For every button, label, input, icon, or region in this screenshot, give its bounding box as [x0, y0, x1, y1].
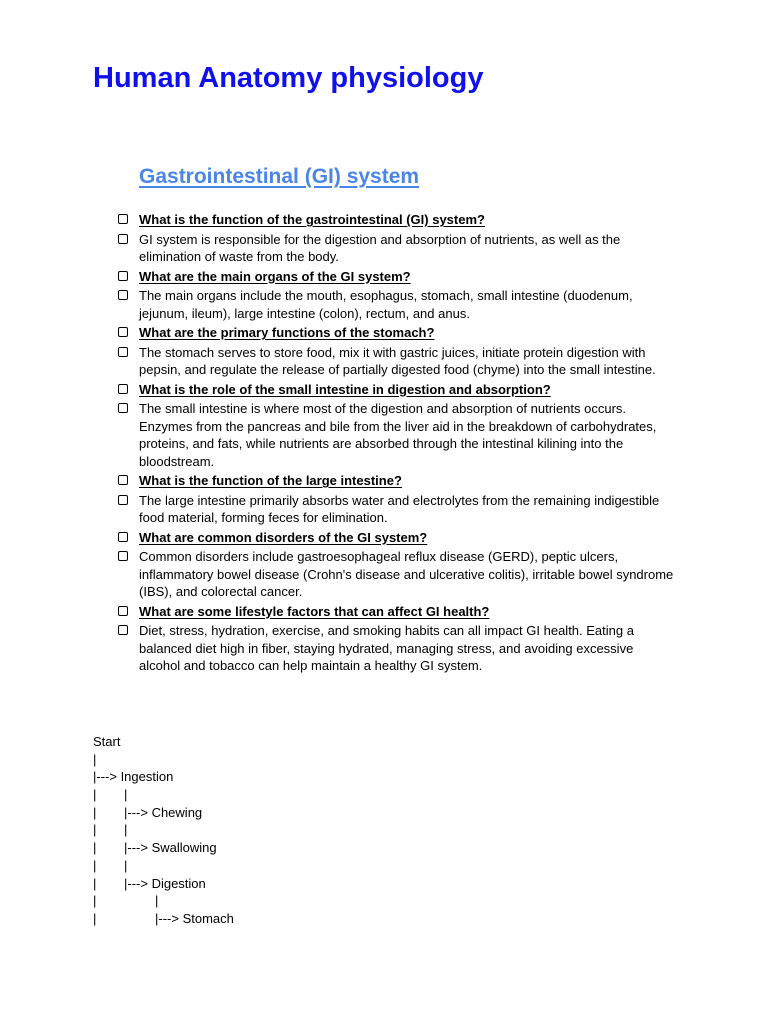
flow-step-swallowing: [93, 839, 493, 857]
checkbox-icon[interactable]: [118, 625, 128, 635]
answer-item: [118, 287, 678, 322]
question-item: [118, 268, 678, 286]
answer-text: The stomach serves to store food, mix it with gastric juices, initiate protein digestion with pepsin, and regulate the release of partially digested food (chyme) into the small intestine.: [139, 344, 656, 377]
checkbox-icon[interactable]: [118, 606, 128, 616]
answer-item: [118, 492, 678, 527]
checkbox-icon[interactable]: [118, 347, 128, 357]
flow-text: |: [93, 751, 97, 767]
flow-text: |: [124, 787, 128, 803]
question-text: What are the primary functions of the stomach?: [139, 325, 435, 340]
flow-text: |: [155, 893, 159, 909]
document-title: Human Anatomy physiology: [93, 62, 484, 94]
checkbox-icon[interactable]: [118, 403, 128, 413]
flow-text: |: [93, 822, 97, 838]
flow-step-chewing: [93, 804, 493, 822]
question-text: What are some lifestyle factors that can affect GI health?: [139, 603, 490, 619]
answer-text: The small intestine is where most of the digestion and absorption of nutrients occurs. Enzymes from the pancreas and bile from the liver aid in the breakdown of carbohydrates, proteins, and fats, while nutrients are absorbed through the intestinal kilining into the bloodstream.: [139, 401, 657, 469]
question-item: [118, 381, 678, 399]
answer-item: [118, 231, 678, 266]
flow-connector: [93, 821, 493, 839]
answer-text: The main organs include the mouth, esophagus, stomach, small intestine (duodenum, jejunum, ileum), large intestine (colon), rectum, and anus.: [139, 288, 633, 321]
flow-text: |: [93, 910, 97, 926]
qa-checklist: [118, 211, 678, 677]
flow-connector: [93, 892, 493, 910]
answer-text: GI system is responsible for the digestion and absorption of nutrients, as well as the elimination of waste from the body.: [139, 231, 621, 264]
flow-text: Start: [93, 734, 121, 749]
question-text: What is the function of the large intestine?: [139, 473, 402, 488]
checkbox-icon[interactable]: [118, 532, 128, 542]
section-title: Gastrointestinal (GI) system: [139, 165, 420, 188]
flow-text: |---> Digestion: [124, 875, 206, 891]
flow-text: |---> Ingestion: [93, 769, 174, 785]
flow-step-stomach: [93, 910, 493, 928]
flow-text: |: [124, 822, 128, 838]
checkbox-icon[interactable]: [118, 495, 128, 505]
flow-text: |: [93, 857, 97, 873]
answer-item: [118, 548, 678, 601]
checkbox-icon[interactable]: [118, 475, 128, 485]
question-item: [118, 211, 678, 229]
flow-text: |: [93, 893, 97, 909]
flow-text: |: [93, 840, 97, 856]
question-text: What is the function of the gastrointestinal (GI) system?: [139, 212, 485, 227]
flow-step-digestion: [93, 875, 493, 893]
flow-text: |: [93, 787, 97, 803]
answer-text: The large intestine primarily absorbs water and electrolytes from the remaining indigestible food material, forming feces for elimination.: [139, 492, 660, 525]
flow-step-ingestion: [93, 768, 493, 786]
flow-text: |---> Chewing: [124, 804, 203, 820]
answer-item: [118, 344, 678, 379]
question-text: What is the role of the small intestine in digestion and absorption?: [139, 381, 551, 397]
question-item: [118, 603, 678, 621]
answer-item: [118, 400, 678, 470]
digestion-flowchart: [93, 733, 493, 928]
checkbox-icon[interactable]: [118, 271, 128, 281]
flow-text: |---> Swallowing: [124, 840, 217, 856]
flow-text: |: [93, 804, 97, 820]
flow-connector: [93, 786, 493, 804]
flow-text: |---> Stomach: [155, 910, 234, 926]
answer-text: Diet, stress, hydration, exercise, and smoking habits can all impact GI health. Eating a balanced diet high in fiber, staying hydrated, managing stress, and avoiding excessive alcohol and tobacco can help maintain a healthy GI system.: [139, 623, 634, 673]
checkbox-icon[interactable]: [118, 290, 128, 300]
checkbox-icon[interactable]: [118, 384, 128, 394]
answer-item: [118, 622, 678, 675]
question-item: [118, 529, 678, 547]
question-text: What are the main organs of the GI system?: [139, 268, 411, 284]
flow-text: |: [124, 857, 128, 873]
question-item: [118, 472, 678, 490]
question-item: [118, 324, 678, 342]
question-text: What are common disorders of the GI system?: [139, 529, 428, 545]
flow-text: |: [93, 875, 97, 891]
checkbox-icon[interactable]: [118, 234, 128, 244]
flow-connector: [93, 857, 493, 875]
flow-start: [93, 733, 493, 751]
flow-connector: [93, 751, 493, 769]
checkbox-icon[interactable]: [118, 551, 128, 561]
checkbox-icon[interactable]: [118, 327, 128, 337]
answer-text: Common disorders include gastroesophageal reflux disease (GERD), peptic ulcers, inflammatory bowel disease (Crohn's disease and ulcerative colitis), irritable bowel syndrome (IBS), and colorectal cancer.: [139, 549, 674, 599]
checkbox-icon[interactable]: [118, 214, 128, 224]
